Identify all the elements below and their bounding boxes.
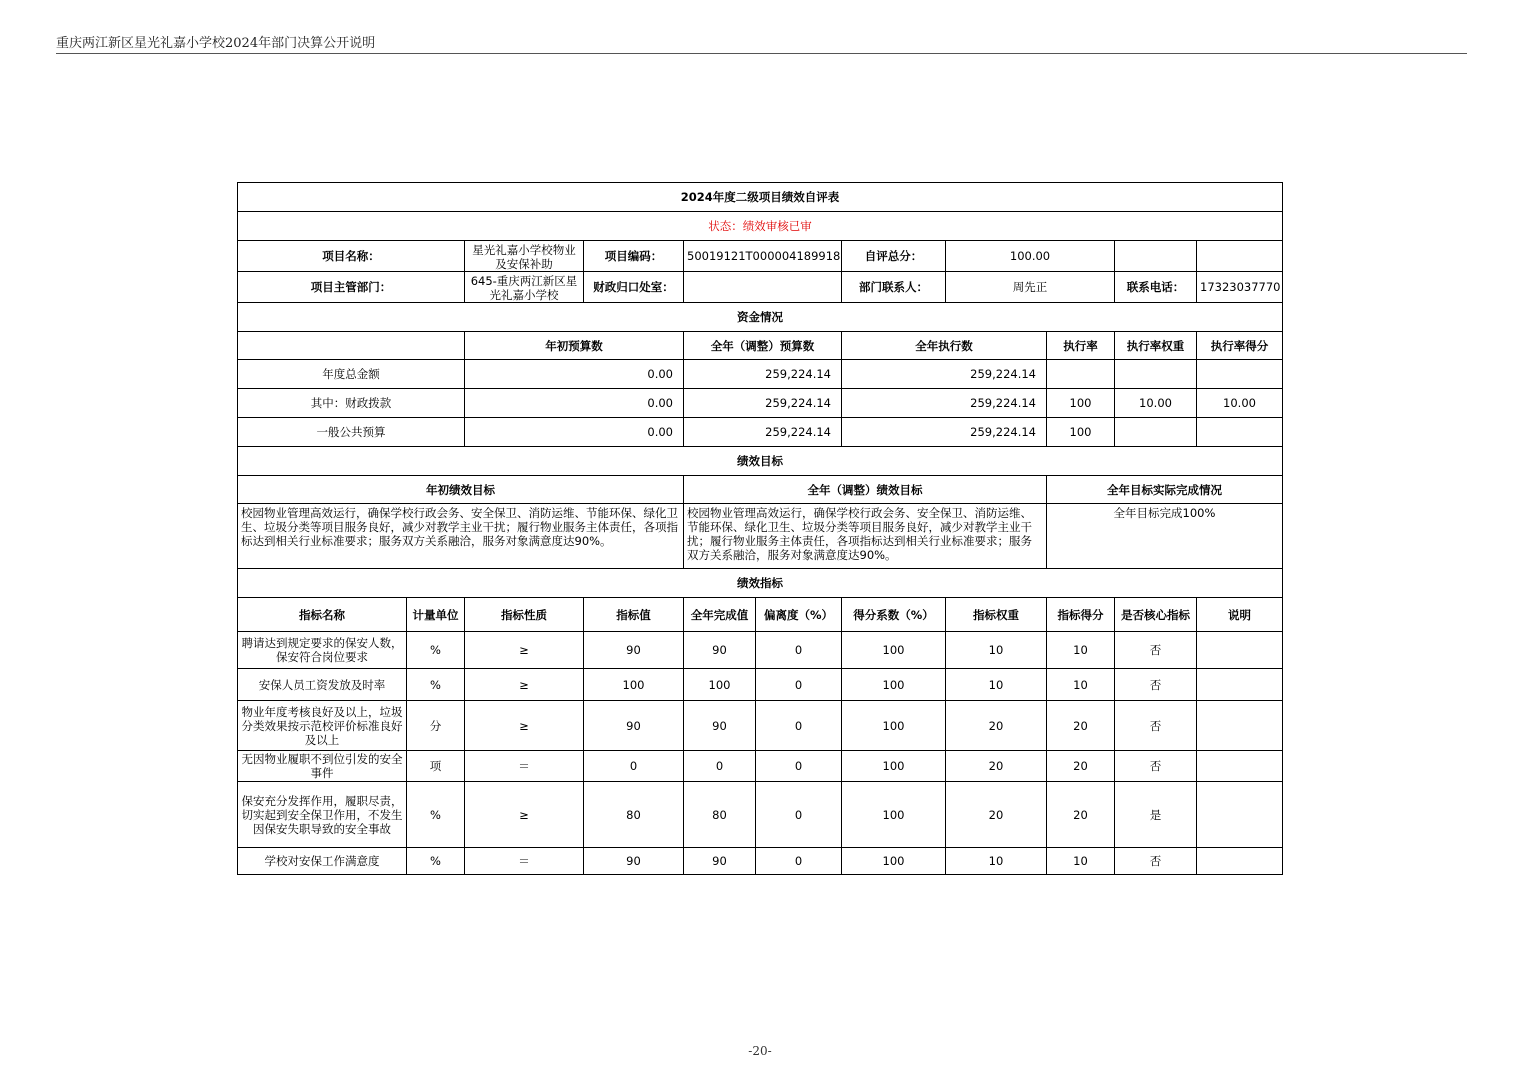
indicator-coef: 100	[842, 782, 946, 848]
indicator-row	[238, 782, 1283, 848]
indicator-note	[1197, 848, 1283, 875]
indicators-section-title: 绩效指标	[238, 569, 1283, 598]
indicator-coef: 100	[842, 751, 946, 782]
score-label: 自评总分：	[842, 241, 946, 272]
indicator-header: 全年完成值	[684, 598, 756, 632]
indicator-coef: 100	[842, 632, 946, 669]
indicator-row	[238, 669, 1283, 701]
funds-adjusted: 259,224.14	[684, 418, 842, 447]
page-number: -20-	[748, 1044, 772, 1058]
indicator-deviation: 0	[756, 751, 842, 782]
indicator-score: 10	[1047, 632, 1115, 669]
funds-header: 全年执行数	[842, 332, 1047, 360]
goals-header: 全年目标实际完成情况	[1047, 476, 1283, 504]
indicator-unit: %	[407, 782, 465, 848]
goals-header: 年初绩效目标	[238, 476, 684, 504]
indicator-coef: 100	[842, 669, 946, 701]
goals-section-title: 绩效目标	[238, 447, 1283, 476]
funds-score	[1197, 360, 1283, 389]
indicator-row	[238, 701, 1283, 751]
header-rule	[56, 53, 1467, 54]
funds-section-title: 资金情况	[238, 303, 1283, 332]
indicator-unit: 项	[407, 751, 465, 782]
empty-cell	[1115, 241, 1197, 272]
funds-rate: 100	[1047, 389, 1115, 418]
indicator-note	[1197, 782, 1283, 848]
indicator-name: 无因物业履职不到位引发的安全事件	[238, 751, 407, 782]
indicator-header: 指标值	[584, 598, 684, 632]
indicator-score: 20	[1047, 701, 1115, 751]
indicator-nature: ＝	[465, 848, 584, 875]
funds-header: 执行率得分	[1197, 332, 1283, 360]
indicator-core: 否	[1115, 751, 1197, 782]
indicator-target: 90	[584, 701, 684, 751]
indicator-actual: 90	[684, 632, 756, 669]
finance-label: 财政归口处室：	[584, 272, 684, 303]
indicator-score: 10	[1047, 669, 1115, 701]
document-header: 重庆两江新区星光礼嘉小学校2024年部门决算公开说明	[56, 36, 376, 51]
project-name-label: 项目名称：	[238, 241, 465, 272]
indicator-header: 说明	[1197, 598, 1283, 632]
funds-executed: 259,224.14	[842, 360, 1047, 389]
indicator-row	[238, 632, 1283, 669]
indicator-core: 否	[1115, 848, 1197, 875]
funds-weight: 10.00	[1115, 389, 1197, 418]
indicator-target: 90	[584, 632, 684, 669]
funds-weight	[1115, 418, 1197, 447]
funds-header: 执行率	[1047, 332, 1115, 360]
indicator-unit: %	[407, 848, 465, 875]
performance-evaluation-table	[237, 182, 1283, 875]
indicator-weight: 20	[946, 701, 1047, 751]
phone-value: 17323037770	[1197, 272, 1283, 303]
funds-score	[1197, 418, 1283, 447]
indicator-deviation: 0	[756, 848, 842, 875]
indicator-nature: ≥	[465, 701, 584, 751]
indicator-coef: 100	[842, 701, 946, 751]
phone-label: 联系电话：	[1115, 272, 1197, 303]
funds-header: 全年（调整）预算数	[684, 332, 842, 360]
funds-rate: 100	[1047, 418, 1115, 447]
indicator-header: 计量单位	[407, 598, 465, 632]
indicator-unit: 分	[407, 701, 465, 751]
funds-header: 年初预算数	[465, 332, 684, 360]
indicator-header: 得分系数（%）	[842, 598, 946, 632]
indicator-header: 指标权重	[946, 598, 1047, 632]
indicator-actual: 90	[684, 848, 756, 875]
indicator-actual: 0	[684, 751, 756, 782]
indicator-actual: 100	[684, 669, 756, 701]
indicator-note	[1197, 751, 1283, 782]
indicator-name: 安保人员工资发放及时率	[238, 669, 407, 701]
indicator-name: 学校对安保工作满意度	[238, 848, 407, 875]
indicator-weight: 20	[946, 751, 1047, 782]
indicator-target: 80	[584, 782, 684, 848]
indicator-nature: ＝	[465, 751, 584, 782]
funds-row-label: 一般公共预算	[238, 418, 465, 447]
indicator-name: 物业年度考核良好及以上，垃圾分类效果按示范校评价标准良好及以上	[238, 701, 407, 751]
indicator-note	[1197, 701, 1283, 751]
indicator-weight: 10	[946, 632, 1047, 669]
indicator-target: 0	[584, 751, 684, 782]
actual-goal-text: 全年目标完成100%	[1047, 504, 1283, 569]
funds-adjusted: 259,224.14	[684, 360, 842, 389]
project-name-value: 星光礼嘉小学校物业及安保补助	[465, 241, 584, 272]
indicator-nature: ≥	[465, 782, 584, 848]
indicator-weight: 10	[946, 669, 1047, 701]
indicator-target: 90	[584, 848, 684, 875]
indicator-weight: 20	[946, 782, 1047, 848]
score-value: 100.00	[946, 241, 1115, 272]
goals-header: 全年（调整）绩效目标	[684, 476, 1047, 504]
funds-initial: 0.00	[465, 360, 684, 389]
funds-adjusted: 259,224.14	[684, 389, 842, 418]
indicator-deviation: 0	[756, 632, 842, 669]
funds-initial: 0.00	[465, 389, 684, 418]
contact-label: 部门联系人：	[842, 272, 946, 303]
indicator-deviation: 0	[756, 782, 842, 848]
indicator-header: 是否核心指标	[1115, 598, 1197, 632]
funds-row-label: 其中：财政拨款	[238, 389, 465, 418]
indicator-score: 10	[1047, 848, 1115, 875]
dept-label: 项目主管部门：	[238, 272, 465, 303]
indicator-deviation: 0	[756, 701, 842, 751]
funds-row	[238, 389, 1283, 418]
funds-row	[238, 360, 1283, 389]
finance-value	[684, 272, 842, 303]
funds-row-label: 年度总金额	[238, 360, 465, 389]
indicator-deviation: 0	[756, 669, 842, 701]
indicator-header: 指标名称	[238, 598, 407, 632]
indicator-header: 指标得分	[1047, 598, 1115, 632]
indicator-unit: %	[407, 632, 465, 669]
funds-initial: 0.00	[465, 418, 684, 447]
indicator-score: 20	[1047, 751, 1115, 782]
indicator-actual: 80	[684, 782, 756, 848]
indicator-core: 否	[1115, 632, 1197, 669]
adjusted-goal-text: 校园物业管理高效运行，确保学校行政会务、安全保卫、消防运维、节能环保、绿化卫生、垃圾分类等项目服务良好，减少对教学主业干扰；履行物业服务主体责任，各项指标达到相关行业标准要求；服务双方关系融洽，服务对象满意度达90%。	[684, 504, 1047, 569]
funds-header-blank	[238, 332, 465, 360]
funds-weight	[1115, 360, 1197, 389]
indicator-nature: ≥	[465, 632, 584, 669]
indicator-unit: %	[407, 669, 465, 701]
status-text: 状态：绩效审核已审	[238, 212, 1283, 241]
indicator-header: 指标性质	[465, 598, 584, 632]
indicator-core: 否	[1115, 669, 1197, 701]
indicator-weight: 10	[946, 848, 1047, 875]
funds-score: 10.00	[1197, 389, 1283, 418]
funds-executed: 259,224.14	[842, 418, 1047, 447]
indicator-core: 否	[1115, 701, 1197, 751]
project-code-label: 项目编码：	[584, 241, 684, 272]
project-code-value: 50019121T000004189918	[684, 241, 842, 272]
indicator-coef: 100	[842, 848, 946, 875]
funds-rate	[1047, 360, 1115, 389]
indicator-actual: 90	[684, 701, 756, 751]
indicator-score: 20	[1047, 782, 1115, 848]
funds-header: 执行率权重	[1115, 332, 1197, 360]
table-title: 2024年度二级项目绩效自评表	[238, 183, 1283, 212]
indicator-name: 保安充分发挥作用，履职尽责，切实起到安全保卫作用，不发生因保安失职导致的安全事故	[238, 782, 407, 848]
initial-goal-text: 校园物业管理高效运行，确保学校行政会务、安全保卫、消防运维、节能环保、绿化卫生、垃圾分类等项目服务良好，减少对教学主业干扰；履行物业服务主体责任，各项指标达到相关行业标准要求；服务双方关系融洽，服务对象满意度达90%。	[238, 504, 684, 569]
indicator-note	[1197, 669, 1283, 701]
empty-cell	[1197, 241, 1283, 272]
indicator-header: 偏离度（%）	[756, 598, 842, 632]
contact-value: 周先正	[946, 272, 1115, 303]
indicator-row	[238, 751, 1283, 782]
funds-executed: 259,224.14	[842, 389, 1047, 418]
indicator-name: 聘请达到规定要求的保安人数，保安符合岗位要求	[238, 632, 407, 669]
indicator-row	[238, 848, 1283, 875]
funds-row	[238, 418, 1283, 447]
indicator-target: 100	[584, 669, 684, 701]
indicator-nature: ≥	[465, 669, 584, 701]
indicator-note	[1197, 632, 1283, 669]
indicator-core: 是	[1115, 782, 1197, 848]
dept-value: 645-重庆两江新区星光礼嘉小学校	[465, 272, 584, 303]
